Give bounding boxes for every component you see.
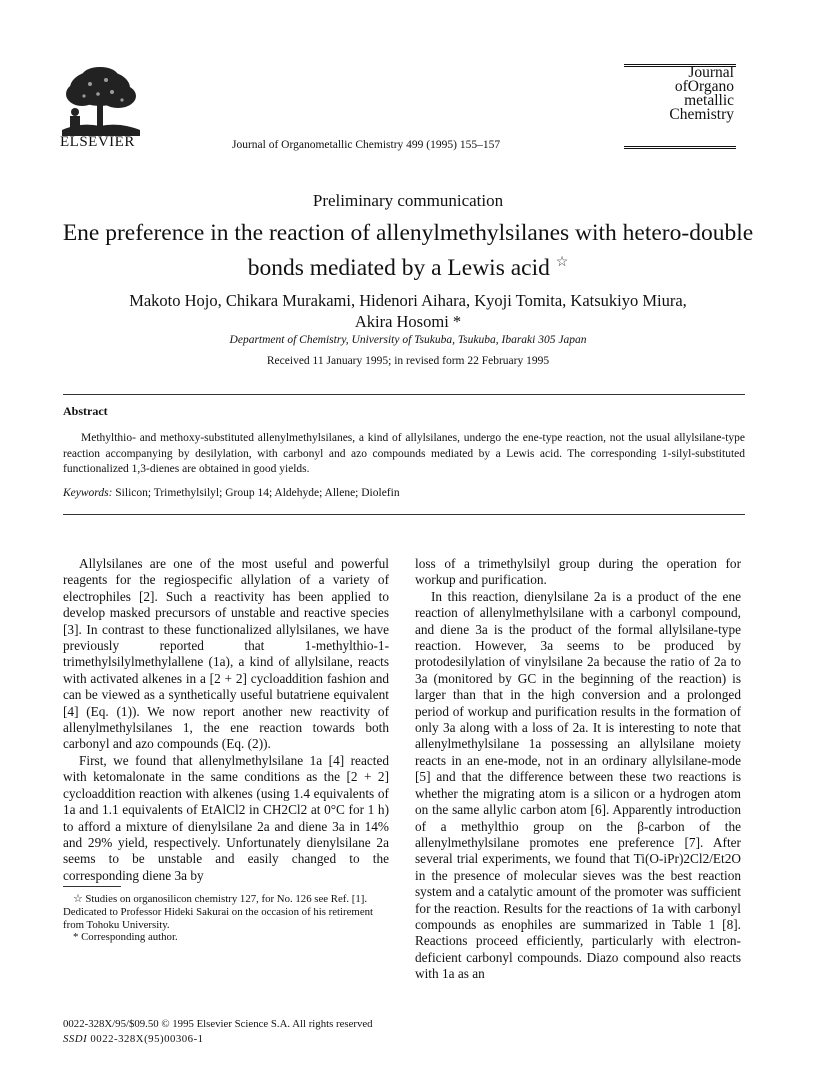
received-dates: Received 11 January 1995; in revised form 22 February 1995 — [266, 355, 550, 367]
keywords-label: Keywords: — [63, 487, 113, 499]
title-footnote-mark: ☆ — [555, 255, 569, 270]
keywords-text: Silicon; Trimethylsilyl; Group 14; Aldehyde; Allene; Diolefin — [115, 487, 400, 499]
journal-citation: Journal of Organometallic Chemistry 499 (1995) 155–157 — [232, 139, 501, 151]
article-title — [40, 219, 776, 283]
abstract-bottom-rule — [63, 514, 745, 515]
journal-title-block — [669, 66, 734, 122]
body-column-left — [63, 556, 389, 884]
affiliation: Department of Chemistry, University of Tsukuba, Tsukuba, Ibaraki 305 Japan — [229, 334, 587, 346]
body-column-right — [415, 556, 741, 983]
abstract-top-rule — [63, 394, 745, 395]
footnote-dedication: ☆ Studies on organosilicon chemistry 127, for No. 126 see Ref. [1]. Dedicated to Professor Hideki Sakurai on the occasion of his retirement from Tohoku University. — [63, 893, 374, 931]
body-paragraph: First, we found that allenylmethylsilane 1a [4] reacted with ketomalonate in the same conditions as the [2 + 2] cycloaddition reaction with alkenes (using 1.4 equivalents of 1a and 1.1 equivalents of EtAlCl2 in CH2Cl2 at 0°C for 1 h) to afford a mixture of dienylsilane 2a and diene 3a in 14% and 29% yield, respectively. Unfortunately dienylsilane 2a seems to be unstable and easily changed to the corresponding diene 3a by — [63, 752, 389, 883]
article-title-text: Ene preference in the reaction of allenylmethylsilanes with hetero-double bonds mediated by a Lewis acid — [62, 220, 754, 281]
journal-title-line-4: Chemistry — [669, 106, 734, 123]
journal-title-line-2: ofOrgano — [674, 78, 734, 95]
body-paragraph: loss of a trimethylsilyl group during the operation for workup and purification. — [415, 556, 741, 588]
body-paragraph: In this reaction, dienylsilane 2a is a product of the ene reaction of allenylmethylsilane with a carbonyl compound, and diene 3a is the product of the formal allylsilane-type reaction. However, 3a seems to be produced by protodesilylation of vinylsilane 2a because the ratio of 2a to 3a (monitored by GC in the beginning of the reaction) is larger than that in the high conversion and a prolonged period of workup and purification results in the formation of only 3a along with a loss of 2a. It is interesting to note that allenylmethylsilane 1a possessing an allylsilane moiety reacts in an ene-mode, not in an ordinary allylsilane-mode [5] and that the difference between these two reactions is whether the migrating atom is a silicon or a hydrogen atom on the same allylic carbon atom [6]. Apparently introduction of a methylthio group on the β-carbon of the allenylmethylsilane promotes ene preference [7]. After several trial experiments, we found that Ti(O-iPr)2Cl2/Et2O in the presence of molecular sieves was the best reaction system and a catalytic amount of the promoter was sufficient for the reaction. Results for the reactions of 1a with carbonyl compounds as enophiles are summarized in Table 1 [8]. Reactions proceed efficiently, particularly with electron-deficient carbonyl compounds. Diazo compound also reacts with 1a as an — [415, 588, 741, 982]
abstract-text: Methylthio- and methoxy-substituted allenylmethylsilanes, a kind of allylsilanes, undergo the ene-type reaction, not the usual allylsilane-type reaction accompanying by desilylation, with carbonyl and azo compounds mediated by a Lewis acid. The corresponding 1-silyl-substituted functionalized 1,3-dienes are obtained in good yields. — [63, 432, 745, 475]
journal-title-bottom-rule — [624, 146, 736, 149]
ssdi-code: 0022-328X(95)00306-1 — [90, 1033, 204, 1045]
journal-title-line-1: Journal — [688, 64, 734, 81]
ssdi-label: SSDI — [63, 1033, 88, 1045]
author-list — [40, 290, 776, 332]
body-paragraph: Allylsilanes are one of the most useful and powerful reagents for the regiospecific allylation of a variety of electrophiles [2]. Such a reactivity has been applied to develop masked precursors of unstable and reactive species [3]. In contrast to these functionalized allylsilanes, we have previously reported that 1-methylthio-1-trimethylsilylmethylallene (1a), a kind of allylsilane, reacts with activated alkenes in a [2 + 2] cycloaddition fashion and can be viewed as a synthetically useful butatriene equivalent [4] (Eq. (1)). We now report another new reactivity of allenylmethylsilanes 1, the ene reaction towards both carbonyl and azo compounds (Eq. (2)). — [63, 556, 389, 752]
ssdi-line — [63, 1033, 204, 1045]
keywords — [63, 487, 400, 499]
copyright-line: 0022-328X/95/$09.50 © 1995 Elsevier Science S.A. All rights reserved — [63, 1018, 373, 1030]
section-label: Preliminary communication — [312, 191, 504, 210]
abstract-heading: Abstract — [63, 404, 108, 418]
authors-line-2: Akira Hosomi * — [354, 312, 462, 331]
footnote-corresponding: * Corresponding author. — [73, 931, 178, 943]
journal-title-line-3: metallic — [684, 92, 734, 109]
authors-line-1: Makoto Hojo, Chikara Murakami, Hidenori Aihara, Kyoji Tomita, Katsukiyo Miura, — [129, 291, 687, 310]
footnote-rule — [63, 886, 121, 887]
publisher-name: ELSEVIER — [60, 134, 135, 150]
elsevier-tree-logo — [60, 66, 142, 136]
